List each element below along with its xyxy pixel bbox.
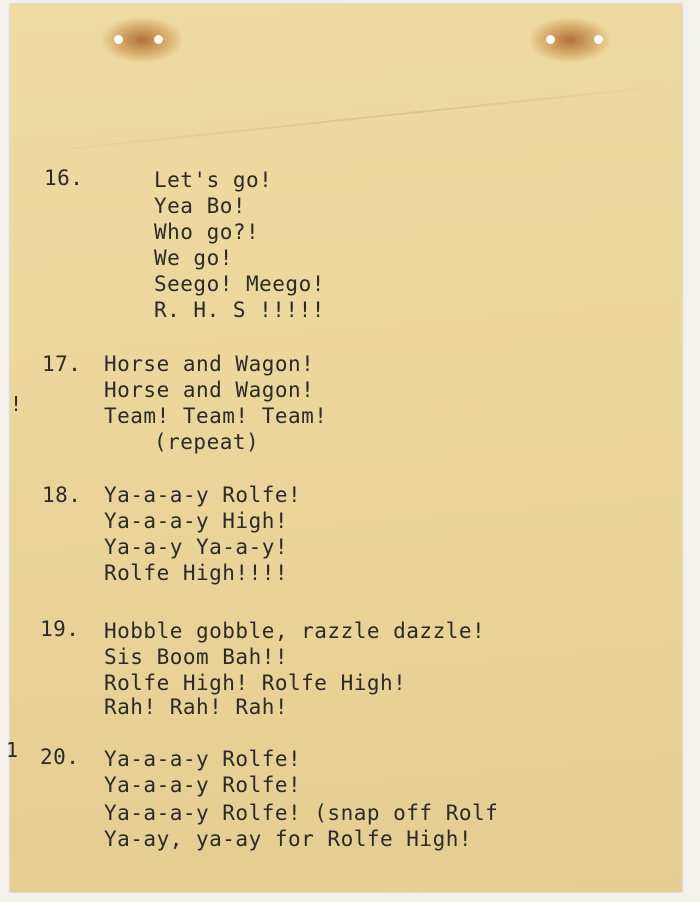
cheer-line: Horse and Wagon! [104, 378, 315, 402]
cheer-number: 17. [42, 352, 82, 376]
cheer-line: Sis Boom Bah!! [104, 645, 289, 669]
punch-hole [594, 35, 603, 44]
cheer-line: (repeat) [154, 430, 260, 454]
cheer-line: We go! [154, 246, 233, 270]
cheer-line: Rolfe High! Rolfe High! [104, 671, 407, 695]
margin-mark: 1 [6, 738, 19, 762]
cheer-line: Seego! Meego! [154, 272, 325, 296]
cheer-line: Ya-a-a-y Rolfe! [104, 773, 302, 797]
cheer-line: Rah! Rah! Rah! [104, 695, 289, 719]
punch-hole [114, 35, 123, 44]
cheer-number: 16. [44, 166, 84, 190]
cheer-line: Ya-a-a-y Rolfe! [104, 483, 302, 507]
cheer-line: Horse and Wagon! [104, 352, 315, 376]
cheer-line: Hobble gobble, razzle dazzle! [104, 619, 486, 643]
cheer-line: Ya-a-y Ya-a-y! [104, 535, 289, 559]
cheer-line: Let's go! [154, 168, 273, 192]
punch-hole [154, 35, 163, 44]
burnt-punch-hole-left [102, 18, 182, 62]
margin-mark: ! [10, 392, 23, 416]
typewritten-page [10, 4, 682, 892]
burnt-punch-hole-right [530, 18, 610, 62]
cheer-line: Yea Bo! [154, 194, 247, 218]
cheer-line: Who go?! [154, 220, 260, 244]
cheer-line: Ya-a-a-y Rolfe! [104, 747, 302, 771]
cheer-number: 19. [40, 617, 80, 641]
cheer-number: 18. [42, 483, 82, 507]
cheer-line: Ya-ay, ya-ay for Rolfe High! [104, 827, 473, 851]
cheer-number: 20. [40, 745, 80, 769]
cheer-line: Rolfe High!!!! [104, 561, 289, 585]
cheer-line: Ya-a-a-y High! [104, 509, 289, 533]
cheer-line: R. H. S !!!!! [154, 298, 325, 322]
paper-crease [10, 84, 679, 156]
cheer-line: Ya-a-a-y Rolfe! (snap off Rolf [104, 801, 499, 825]
punch-hole [546, 35, 555, 44]
cheer-line: Team! Team! Team! [104, 404, 328, 428]
